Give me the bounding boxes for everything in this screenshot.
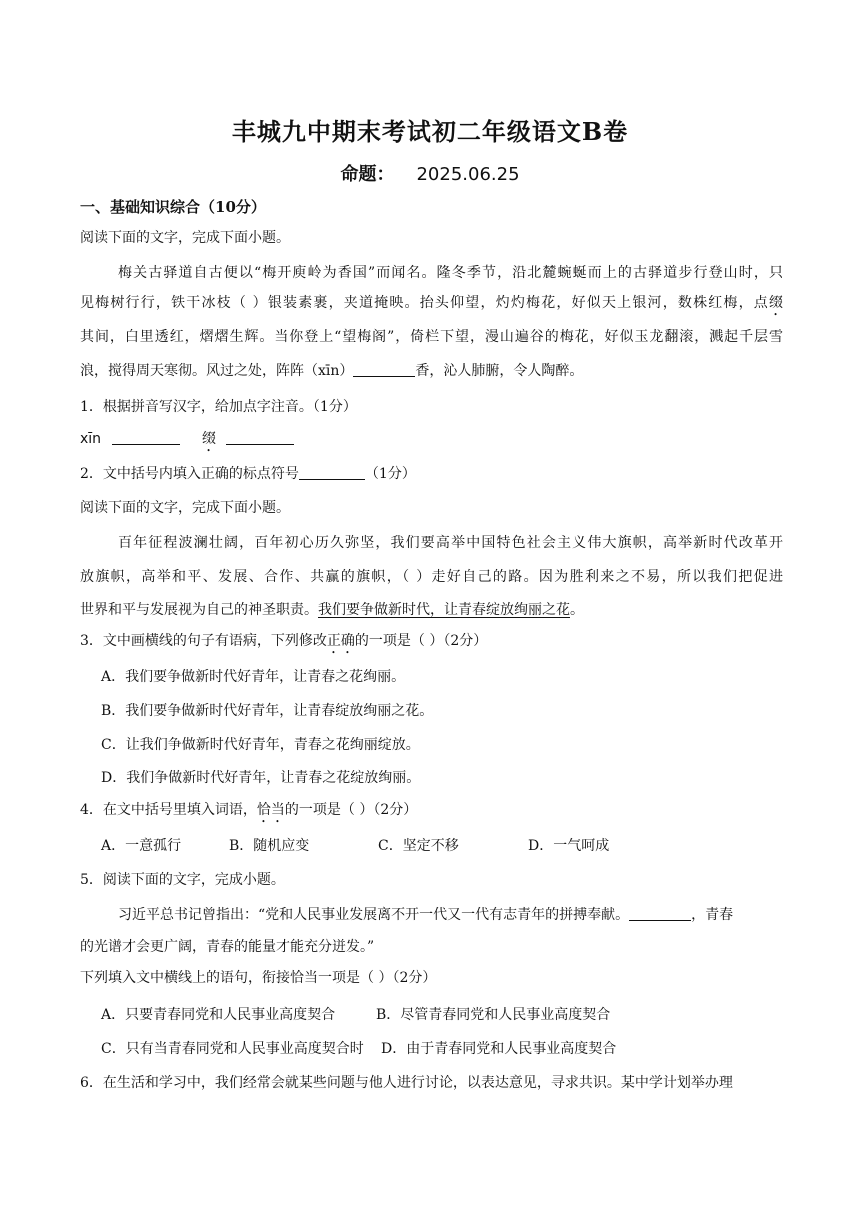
q5-option-d[interactable]: D．由于青春同党和人民事业高度契合: [381, 1041, 617, 1057]
dotted-char-zhui: 缀: [769, 295, 783, 311]
q4-option-c[interactable]: C．坚定不移: [378, 838, 459, 854]
passage2-line2: 放旗帜，高举和平、发展、合作、共赢的旗帜，（ ）走好自己的路。因为胜利来之不易，所以我们把促进: [80, 569, 783, 585]
passage1-line3: 其间，白里透红，熠熠生辉。当你登上“望梅阁”，倚栏下望，漫山遍谷的梅花，好似玉龙翻滚，溅起千层雪: [80, 329, 783, 345]
question-4-stem: [80, 799, 417, 826]
passage1-line4-text: 浪，搅得周天寒彻。风过之处，阵阵（xīn）: [80, 363, 354, 379]
subtitle-label: 命题：: [340, 164, 395, 185]
q3-option-d[interactable]: D．我们争做新时代好青年，让青春之花绽放绚丽。: [101, 770, 421, 786]
question-2-stem: 2．文中括号内填入正确的标点符号: [80, 466, 299, 482]
q5-quote-line2: 的光谱才会更广阔，青春的能量才能充分迸发。”: [80, 939, 375, 955]
passage2-line3-end: 。: [570, 602, 584, 618]
q4-option-b[interactable]: B．随机应变: [229, 838, 310, 854]
answer-blank[interactable]: [353, 362, 415, 377]
answer-blank-q5[interactable]: [629, 906, 691, 921]
passage2-line3-text: 世界和平与发展视为自己的神圣职责。: [80, 602, 318, 618]
q5-question: 下列填入文中横线上的语句，衔接恰当一项是（ ）（2分）: [80, 970, 437, 986]
q3-option-b[interactable]: B．我们要争做新时代好青年，让青春绽放绚丽之花。: [101, 703, 434, 719]
passage1-line4: [80, 360, 583, 380]
q3-stem-end: 的一项是（ ）（2分）: [354, 633, 488, 649]
question-3-stem: [80, 630, 487, 657]
answer-blank-char[interactable]: [226, 430, 294, 445]
q4-stem-end: 的一项是（ ）（2分）: [284, 802, 418, 818]
q3-option-c[interactable]: C．让我们争做新时代好青年，青春之花绚丽绽放。: [101, 737, 420, 753]
answer-blank-pinyin[interactable]: [112, 430, 180, 445]
question-6-stem: 6．在生活和学习中，我们经常会就某些问题与他人进行讨论，以表达意见，寻求共识。某中学计划举办理: [80, 1075, 733, 1091]
answer-blank-q2[interactable]: [299, 465, 365, 480]
exam-subtitle: [0, 160, 860, 186]
q3-stem-start: 3．文中画横线的句子有语病，下列修改: [80, 633, 327, 649]
passage1-line2: [80, 292, 783, 319]
passage2-line3: [80, 599, 584, 619]
question-5-stem: 5．阅读下面的文字，完成小题。: [80, 872, 285, 888]
question-2-score: （1分）: [364, 466, 416, 482]
question-1-answers: [80, 428, 294, 455]
passage2-line1: 百年征程波澜壮阔，百年初心历久弥坚，我们要高举中国特色社会主义伟大旗帜，高举新时代改革开: [118, 535, 783, 551]
dotted-char-label: 缀: [201, 431, 216, 447]
underlined-sentence: 我们要争做新时代，让青春绽放绚丽之花: [318, 602, 570, 618]
passage1-line4-end: 香，沁人肺腑，令人陶醉。: [415, 363, 584, 379]
passage1-line2-text: 见梅树行行，铁干冰枝（ ）银装素裹，夹道掩映。抬头仰望，灼灼梅花，好似天上银河，数株红梅，点: [80, 295, 769, 311]
q5-quote-mid: ，青春: [691, 907, 734, 923]
q4-stem-start: 4．在文中括号里填入词语，: [80, 802, 257, 818]
question-1-stem: 1．根据拼音写汉字，给加点字注音。（1分）: [80, 399, 357, 415]
reading-instruction-2: 阅读下面的文字，完成下面小题。: [80, 500, 290, 516]
section-heading: 一、基础知识综合（10分）: [80, 198, 266, 216]
q5-option-a[interactable]: A．只要青春同党和人民事业高度契合: [101, 1007, 336, 1023]
q5-option-b[interactable]: B．尽管青春同党和人民事业高度契合: [376, 1007, 611, 1023]
question-2: [80, 463, 416, 483]
q3-option-a[interactable]: A．我们要争做新时代好青年，让青春之花绚丽。: [101, 669, 406, 685]
q3-emphasis: 正确: [326, 633, 355, 649]
passage1-line1: 梅关古驿道自古便以“梅开庾岭为香国”而闻名。隆冬季节，沿北麓蜿蜒而上的古驿道步行登山时，只: [118, 265, 783, 281]
q5-option-c[interactable]: C．只有当青春同党和人民事业高度契合时: [101, 1041, 364, 1057]
q4-option-a[interactable]: A．一意孤行: [101, 838, 182, 854]
subtitle-date: 2025.06.25: [416, 164, 520, 185]
q4-option-d[interactable]: D．一气呵成: [528, 838, 610, 854]
exam-title: 丰城九中期末考试初二年级语文B卷: [231, 117, 629, 146]
pinyin-label: xīn: [80, 431, 102, 447]
q5-quote-line1: [118, 904, 733, 924]
reading-instruction-1: 阅读下面的文字，完成下面小题。: [80, 230, 290, 246]
q4-emphasis: 恰当: [256, 802, 285, 818]
q5-quote-start: 习近平总书记曾指出：“党和人民事业发展离不开一代又一代有志青年的拼搏奉献。: [118, 907, 630, 923]
